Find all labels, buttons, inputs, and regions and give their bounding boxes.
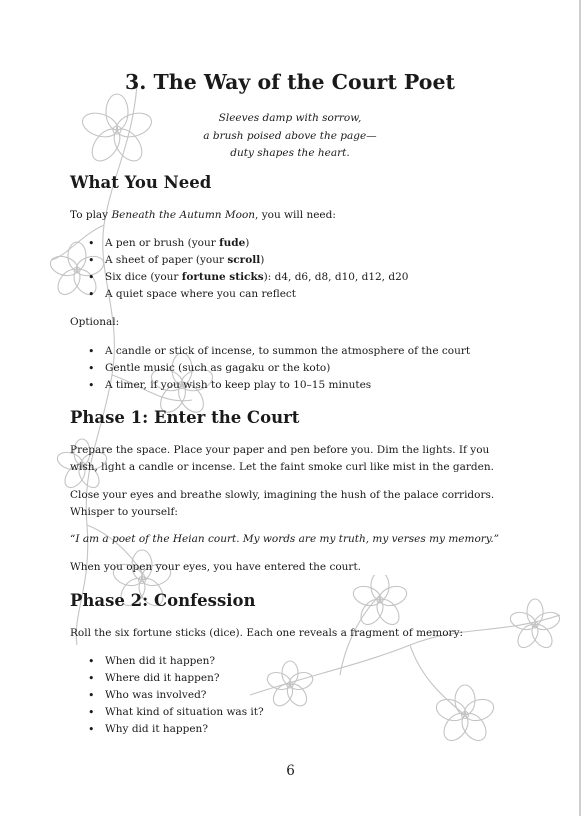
list-item: • Gentle music (such as gagaku or the koto): [70, 360, 470, 377]
phase1-quote: “I am a poet of the Heian court. My words are my truth, my verses my memory.”: [70, 533, 500, 545]
intro-paragraph: To play Beneath the Autumn Moon, you will need:: [70, 209, 336, 221]
epigraph-poem: [70, 110, 510, 163]
list-item: • When did it happen?: [70, 653, 264, 670]
materials-list: [70, 235, 408, 303]
list-item: • A timer, if you wish to keep play to 10–15 minutes: [70, 377, 470, 394]
phase2-paragraph-1: Roll the six fortune sticks (dice). Each one reveals a fragment of memory:: [70, 627, 464, 639]
list-item: • A candle or stick of incense, to summon the atmosphere of the court: [70, 343, 470, 360]
list-item: • Who was involved?: [70, 687, 264, 704]
list-item: • What kind of situation was it?: [70, 704, 264, 721]
poem-line: duty shapes the heart.: [230, 147, 350, 159]
dice-question-list: [70, 653, 264, 738]
game-title: Beneath the Autumn Moon: [111, 209, 256, 221]
list-item: • A sheet of paper (your scroll): [70, 252, 408, 269]
optional-label: Optional:: [70, 316, 120, 328]
list-item: • Six dice (your fortune sticks): d4, d6, d8, d10, d12, d20: [70, 269, 408, 286]
phase1-paragraph-2: Close your eyes and breathe slowly, imagining the hush of the palace corridors. Whisper to yourself:: [70, 489, 495, 518]
chapter-title: 3. The Way of the Court Poet: [125, 70, 455, 94]
list-item: • Why did it happen?: [70, 721, 264, 738]
page-number: 6: [286, 763, 295, 779]
list-item: • Where did it happen?: [70, 670, 264, 687]
poem-line: a brush poised above the page—: [203, 129, 377, 142]
list-item: • A pen or brush (your fude): [70, 235, 408, 252]
phase1-paragraph-3: When you open your eyes, you have entered the court.: [70, 561, 362, 573]
list-item: • A quiet space where you can reflect: [70, 286, 408, 303]
poem-line: Sleeves damp with sorrow,: [218, 112, 362, 124]
section-heading-what-you-need: What You Need: [70, 173, 212, 192]
phase1-paragraph-1: Prepare the space. Place your paper and pen before you. Dim the lights. If you wish, light a candle or incense. Let the faint smoke curl like mist in the garden.: [70, 444, 494, 473]
optional-list: [70, 343, 470, 394]
section-heading-phase-1: Phase 1: Enter the Court: [70, 408, 300, 427]
cherry-blossom-branch-illustration: [250, 575, 560, 745]
section-heading-phase-2: Phase 2: Confession: [70, 591, 256, 610]
